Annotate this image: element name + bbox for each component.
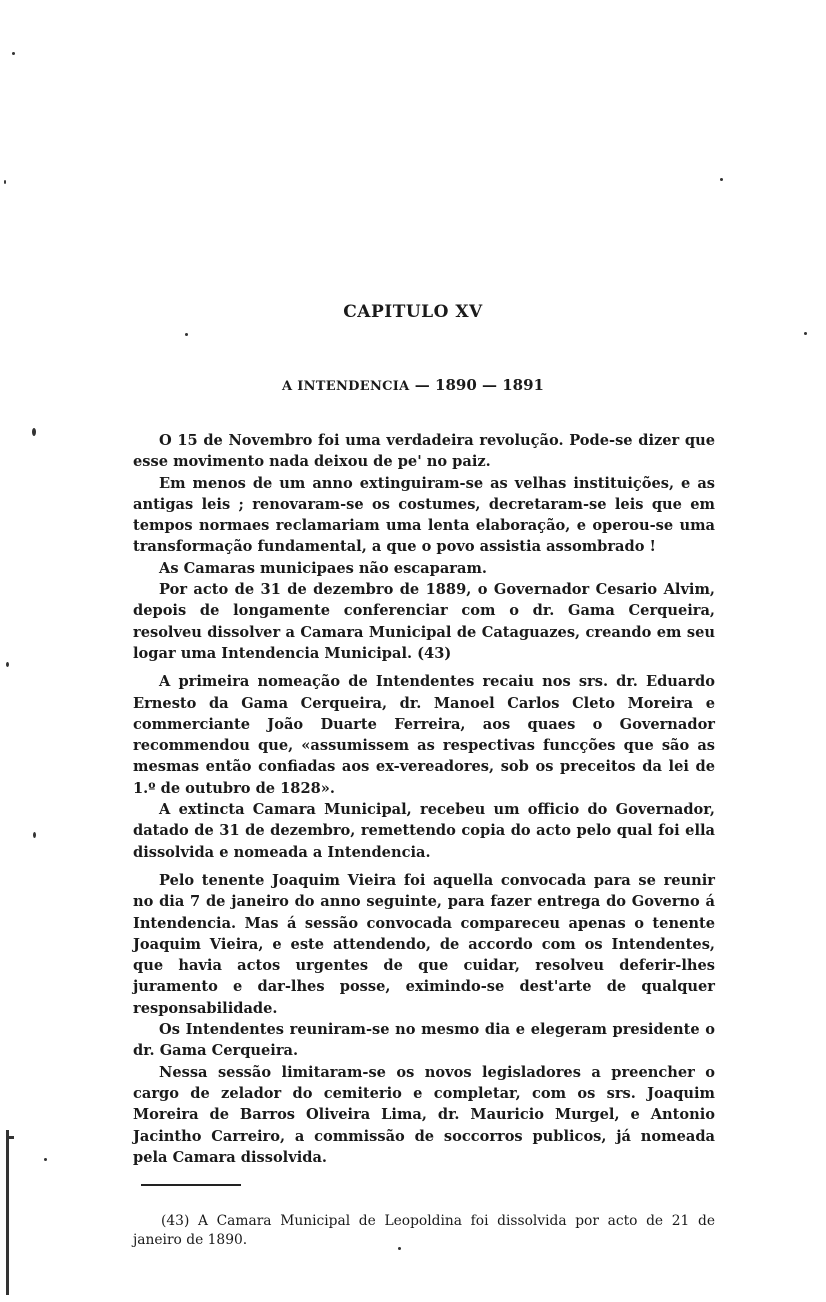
footnote: (43) A Camara Municipal de Leopoldina foi dissolvida por acto de 21 de janeiro de 1890.	[133, 1213, 715, 1248]
chapter-heading: CAPITULO XV	[343, 302, 483, 322]
scan-speck	[33, 832, 36, 838]
paragraph: Em menos de um anno extinguiram-se as velhas instituições, e as antigas leis ; renovaram-se os costumes, decretaram-se leis que em tempos normaes reclamariam uma lenta elaboração, e operou-se uma transformação fundamental, a que o povo assistia assombrado !	[133, 474, 715, 556]
paragraph: A extincta Camara Municipal, recebeu um officio do Governador, datado de 31 de dezembro, remettendo copia do acto pelo qual foi ella dissolvida e nomeada a Intendencia.	[133, 801, 715, 861]
scan-speck	[804, 332, 807, 335]
subtitle-prefix: A INTENDENCIA	[282, 379, 410, 394]
scan-speck	[720, 178, 723, 181]
scan-speck	[398, 1247, 401, 1250]
footnote-separator	[141, 1184, 241, 1186]
paragraph: As Camaras municipaes não escaparam.	[159, 559, 487, 577]
paragraph: A primeira nomeação de Intendentes recaiu nos srs. dr. Eduardo Ernesto da Gama Cerqueira, dr. Manoel Carlos Cleto Moreira e commerciante João Duarte Ferreira, aos quaes o Governador recommendou que, «assumissem as respectivas funcções que são as mesmas então confiadas aos ex-vereadores, sob os preceitos da lei de 1.º de outubro de 1828».	[133, 673, 715, 797]
scan-edge-line	[6, 1136, 14, 1139]
scan-speck	[6, 662, 9, 667]
scan-edge-line	[6, 1130, 9, 1295]
scan-speck	[185, 333, 188, 336]
paragraph: Por acto de 31 de dezembro de 1889, o Governador Cesario Alvim, depois de longamente conferenciar com o dr. Gama Cerqueira, resolveu dissolver a Camara Municipal de Cataguazes, creando em seu logar uma Intendencia Municipal. (43)	[133, 581, 715, 662]
scan-speck	[4, 180, 6, 184]
paragraph: Pelo tenente Joaquim Vieira foi aquella convocada para se reunir no dia 7 de janeiro do anno seguinte, para fazer entrega do Governo á Intendencia. Mas á sessão convocada compareceu apenas o tenente Joaquim Vieira, e este attendendo, de accordo com os Intendentes, que havia actos urgentes de que cuidar, resolveu deferir-lhes juramento e dar-lhes posse, eximindo-se dest'arte de qualquer responsabilidade.	[133, 871, 715, 1017]
paragraph: O 15 de Novembro foi uma verdadeira revolução. Pode-se dizer que esse movimento nada deixou de pe' no paiz.	[133, 432, 715, 471]
scan-speck	[44, 1158, 47, 1161]
body-text	[133, 430, 715, 1168]
scan-speck	[32, 428, 36, 436]
chapter-subtitle	[0, 376, 826, 394]
subtitle-years: — 1890 — 1891	[414, 376, 544, 394]
paragraph: Os Intendentes reuniram-se no mesmo dia e elegeram presidente o dr. Gama Cerqueira.	[133, 1021, 715, 1060]
paragraph: Nessa sessão limitaram-se os novos legisladores a preencher o cargo de zelador do cemiterio e completar, com os srs. Joaquim Moreira de Barros Oliveira Lima, dr. Mauricio Murgel, e Antonio Jacintho Carreiro, a commissão de soccorros publicos, já nomeada pela Camara dissolvida.	[133, 1063, 715, 1166]
scan-speck	[12, 52, 15, 55]
